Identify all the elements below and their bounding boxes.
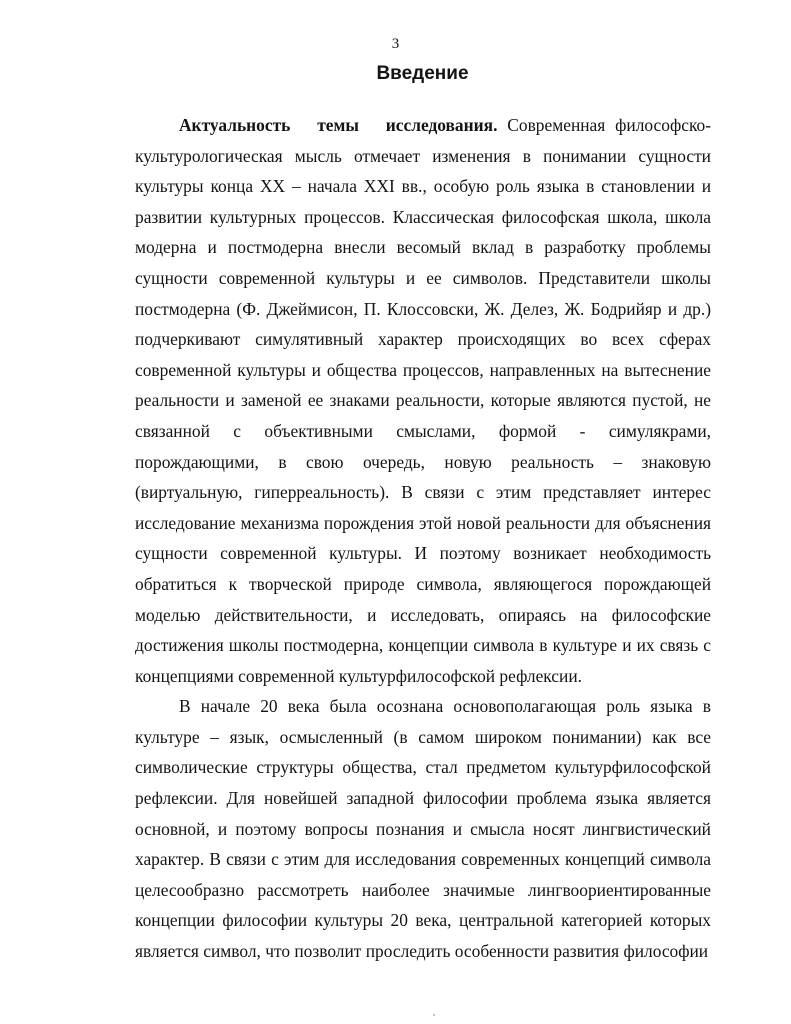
paragraph-text: Современная философско-культурологическая мысль отмечает изменения в понимании сущности культуры конца XX – начала XXI вв., особую роль языка в становлении и развитии культурных процессов. Классическая философская школа, школа модерна и постмодерна внесли весомый вклад в разработку проблемы сущности современной культуры и ее символов. Представители школы постмодерна (Ф. Джеймисон, П. Клоссовски, Ж. Делез, Ж. Бодрийяр и др.) подчеркивают симулятивный характер происходящих во всех сферах современной культуры и общества процессов, направленных на вытеснение реальности и заменой ее знаками реальности, которые являются пустой, не связанной с объективными смыслами, формой - симулякрами, порождающими, в свою очередь, новую реальность – знаковую (виртуальную, гиперреальность). В связи с этим представляет интерес исследование механизма порождения этой новой реальности для объяснения сущности современной культуры. И поэтому возникает необходимость обратиться к творческой природе символа, являющегося порождающей моделью действительности, и исследовать, опираясь на философские достижения школы постмодерна, концепции символа в культуре и их связь с концепциями современной культурфилософской рефлексии. bbox=[135, 115, 711, 686]
scan-speck bbox=[433, 1014, 435, 1016]
body-text bbox=[135, 110, 711, 967]
paragraph-text: В начале 20 века была осознана основополагающая роль языка в культуре – язык, осмысленный (в самом широком понимании) как все символические структуры общества, стал предметом культурфилософской рефлексии. Для новейшей западной философии проблема языка является основной, и поэтому вопросы познания и смысла носят лингвистический характер. В связи с этим для исследования современных концепций символа целесообразно рассмотреть наиболее значимые лингвоориентированные концепции философии культуры 20 века, центральной категорией которых является символ, что позволит проследить особенности развития философии bbox=[135, 696, 711, 962]
paragraph-language bbox=[135, 691, 711, 966]
page-title: Введение bbox=[376, 63, 469, 84]
paragraph-relevance bbox=[135, 110, 711, 691]
paragraph-lead: Актуальность темы исследования. bbox=[179, 115, 498, 135]
page-number: 3 bbox=[391, 36, 400, 52]
